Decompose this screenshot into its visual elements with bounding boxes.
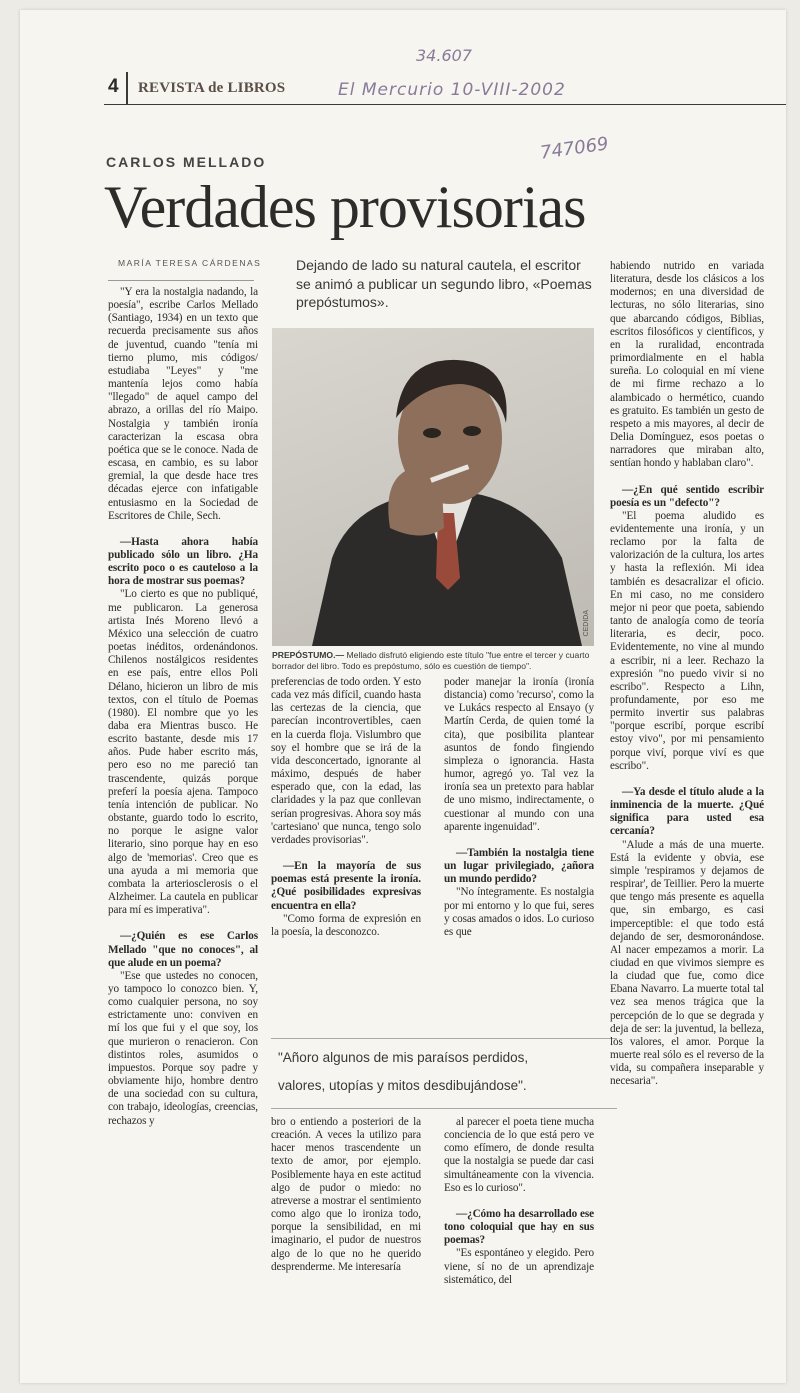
column-3-lower — [444, 1116, 594, 1368]
handwritten-number-top: 34.607 — [416, 46, 472, 65]
byline-rule — [108, 280, 254, 281]
column-3-upper — [444, 676, 594, 1034]
article-paragraph: "Lo cierto es que no publiqué, me publicaron. La generosa artista Inés Moreno llevó a México una selección de cuatro poetas inéditos, ordenándonos. Chilenos nostálgicos residentes en ese país, entre ellos Poli Délano, hicieron un libro de mis textos, con el título de Poemas (1980). El nombre que yo les daba era Mientras busco. He escrito bastante, desde mis 17 años. Pude haber escrito más, pero eso no me pareció tan trascendente, quizás porque preferí la poesía ajena. Tampoco tenía intención de publicar. No obstante, guardo todo lo escrito, no porque le asigne valor literario, sino porque hay en eso algo de 'memorias'. Creo que es una ayuda a mi memoria que combata la arteriosclerosis o el Alzheimer. La cautela en publicar para mí es imperativa". — [108, 588, 258, 917]
handwritten-side-number: 747069 — [538, 133, 610, 164]
article-paragraph: "Como forma de expresión en la poesía, la desconozco. — [271, 912, 421, 938]
header-rule — [104, 104, 786, 105]
column-2-upper — [271, 676, 421, 1034]
pull-quote-rule-top — [271, 1038, 617, 1039]
pull-quote-line-1: "Añoro algunos de mis paraísos perdidos, — [278, 1050, 529, 1065]
byline: MARÍA TERESA CÁRDENAS — [118, 258, 262, 268]
article-paragraph: "Es espontáneo y elegido. Pero viene, sí no de un aprendizaje sistemático, del — [444, 1247, 594, 1286]
interview-question: —Ya desde el título alude a la inminencia de la muerte. ¿Qué significa para usted esa cercanía? — [610, 785, 764, 838]
portrait-illustration — [272, 328, 594, 646]
article-paragraph: al parecer el poeta tiene mucha conciencia de lo que está pero ve como efímero, de donde resulta que la nostalgia se puede dar casi simultáneamente con la vivencia. Eso es lo curioso". — [444, 1116, 594, 1194]
article-paragraph: "Y era la nostalgia nadando, la poesía", escribe Carlos Mellado (Santiago, 1934) en un texto que recuerda precisamente sus años de juventud, cuando "tenía mi tierno plumo, mis códigos/ estudiaba "Leyes" y "me mantenía lejos como había "llegado" de aquel campo del abrazo, a orillas del río Maipo. Nostalgia y también ironía caracterizan la escasa obra poética que se le conoce. Nada de escasa, en cambio, es su labor gremial, la que desde hace tres décadas ejerce con infatigable entusiasmo en la Sociedad de Escritores de Chile, Sech. — [108, 286, 258, 522]
article-paragraph: poder manejar la ironía (ironía distancia) como 'recurso', como la ve Lukács respecto al Ensayo (y Martín Cerda, de quien tomé la cita), que posibilita plantear asuntos de fondo fingiendo simpleza o ignorancia. Hasta humor, agregó yo. Tal vez la ironía sea un pretexto para hablar de uno mismo, indirectamente, o cuestionar al mundo con una aparente ingenuidad". — [444, 676, 594, 833]
page-number: 4 — [108, 76, 119, 97]
article-paragraph: "No íntegramente. Es nostalgia por mi entorno y lo que fui, seres y cosas amados o idos. Lo curioso es que — [444, 886, 594, 938]
column-2-lower — [271, 1116, 421, 1368]
author-name: CARLOS MELLADO — [106, 154, 267, 170]
header-divider — [126, 72, 128, 104]
article-paragraph: "Ese que ustedes no conocen, yo tampoco lo conozco bien. Y, como cualquier persona, no soy estrictamente uno: conviven en mí los que fui y el que soy, los que murieron o renacieron. Con distintos roles, asumidos o impuestos. Porque soy padre y obviamente hijo, hombre dentro de una sociedad con su cultura, con trabajo, ideologías, creencias, rechazos y — [108, 969, 258, 1127]
interview-question: —¿Cómo ha desarrollado ese tono coloquial que hay en sus poemas? — [444, 1207, 594, 1247]
caption-label: PREPÓSTUMO.— — [272, 650, 345, 660]
pull-quote-line-2: valores, utopías y mitos desdibujándose". — [278, 1078, 527, 1093]
lead-paragraph: Dejando de lado su natural cautela, el escritor se animó a publicar un segundo libro, «Poemas prepóstumos». — [296, 257, 592, 310]
pull-quote — [278, 1044, 618, 1100]
portrait-photo — [272, 328, 594, 646]
article-paragraph: "Alude a más de una muerte. Está la evidente y obvia, ese simple 'respiramos y dejamos de respirar', de Teillier. Pero la muerte que tengo más presente es aquella que, sin embargo, es casi imperceptible: el que todo está dejando de ser, desmoronándose. Al nacer empezamos a morir. La ciudad en que vivimos siempre es la ciudad que fue, como dice Ebana Navarro. La muerte total tal vez sea menos trágica que la percepción de lo que se degrada y deja de ser: la juventud, la belleza, los valores, el amor. Porque la muerte real sólo es el reverso de la vida, su compañera inseparable y necesaria". — [610, 838, 764, 1088]
photo-caption — [272, 650, 598, 672]
pull-quote-rule-bottom — [271, 1108, 617, 1109]
article-paragraph: bro o entiendo a posteriori de la creación. A veces la utilizo para hacer menos trascendente un texto de amor, por ejemplo. Posiblemente haya en este actitud algo de pudor o miedo: no atreverse a mostrar el sentimiento como algo que lo ironiza todo, porque la sensibilidad, en mi imaginario, el pudor de nuestros algo de lo que no he querido desprenderme. Me interesaría — [271, 1116, 421, 1273]
handwritten-source-line: El Mercurio 10-VIII-2002 — [338, 80, 566, 100]
interview-question: —¿En qué sentido escribir poesía es un "defecto"? — [610, 483, 764, 509]
article-paragraph: habiendo nutrido en variada literatura, desde los clásicos a los modernos; en una diversidad de lecturas, no sólo literarias, sino que abarcando códigos, Biblias, escritos filosóficos y científicos, y en la ruralidad, encontrada primordialmente en el habla sureña. Lo coloquial en mí viene de mi firme rechazo a lo alambicado o hermético, cuando es gratuito. Es también un gesto de respeto a mis mayores, al decir de Delia Domínguez, esos poetas o narradores que miraban alto, sentían hondo y hablaban claro". — [610, 260, 764, 470]
interview-question: —Hasta ahora había publicado sólo un libro. ¿Ha escrito poco o es cauteloso a la hora de mostrar sus poemas? — [108, 535, 258, 588]
newspaper-clipping — [20, 10, 786, 1383]
section-title: REVISTA de LIBROS — [138, 80, 286, 96]
photo-credit: CEDIDA — [583, 609, 590, 636]
article-title: Verdades provisorias — [104, 174, 586, 240]
interview-question: —También la nostalgia tiene un lugar privilegiado, ¿añora un mundo perdido? — [444, 846, 594, 886]
caption-text: Mellado disfrutó eligiendo este título "fue entre el tercer y cuarto borrador del libro. Todo es prepóstumo, sólo es cuestión de tiempo". — [272, 650, 590, 671]
article-paragraph: "El poema aludido es evidentemente una ironía, y un reclamo por la falta de valorización de la cultura, los artes y hasta la reflexión. Mi idea también es desacralizar el oficio. En mi caso, no me considero mejor ni peor que poeta, sabiendo tanto de analogía como de teoría literaria, es decir, poco. Evidentemente, no vine al mundo a escribir, ni a leer. Rechazo la expresión "no puedo vivir si no escribo". Respecto a Lihn, profundamente, por eso me permito invertir sus palabras "porque escribí, porque escribí estoy vivo", por mi pensamiento porque viví, porque viví es que escribo". — [610, 509, 764, 772]
column-4 — [610, 260, 764, 1368]
column-1 — [108, 286, 258, 1368]
article-paragraph: preferencias de todo orden. Y esto cada vez más difícil, cuando hasta las certezas de la ciencia, que parecían incontrovertibles, caen en la cuerda floja. Vislumbro que soy el hombre que se irá de la vida desconcertado, ignorante al máximo, después de haber esperado que, con la edad, las claridades y la paz que conllevan serían progresivas. Ahora soy más 'cartesiano' que nunca, tengo solo verdades provisorias". — [271, 676, 421, 846]
interview-question: —En la mayoría de sus poemas está presente la ironía. ¿Qué posibilidades expresivas encuentra en ella? — [271, 860, 421, 912]
interview-question: —¿Quién es ese Carlos Mellado "que no conoces", al que alude en un poema? — [108, 930, 258, 969]
